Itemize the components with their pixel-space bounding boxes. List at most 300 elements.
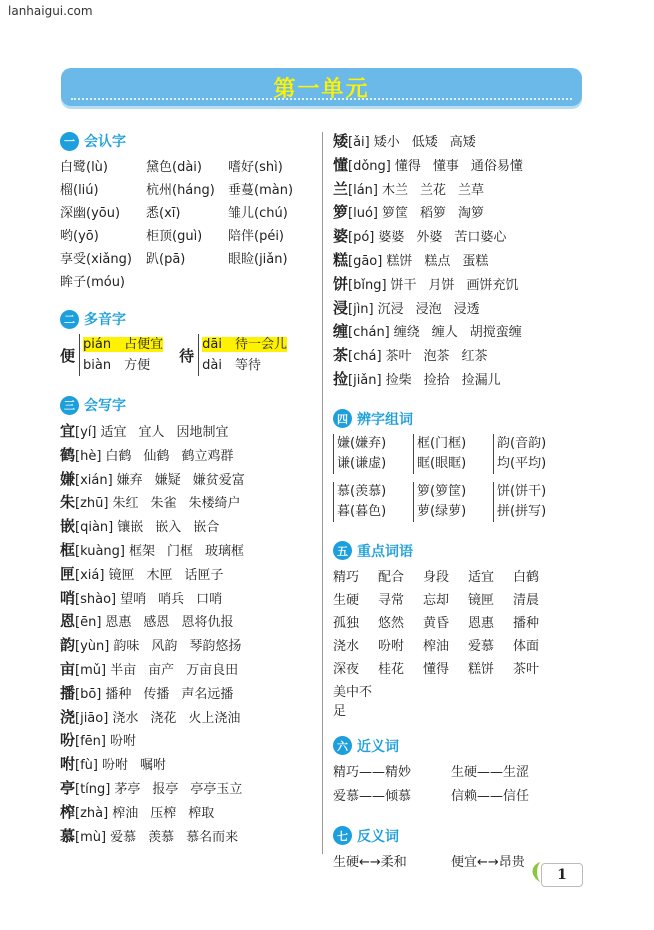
write-word: 压榨 [150,805,177,821]
distinguish-word: 萝(绿萝) [417,503,467,519]
write-entry [333,273,583,297]
write-word: 哨兵 [158,591,185,607]
write-char: 恩 [60,612,76,631]
polyphone-reading: dài 等待 [202,358,261,373]
write-word: 嵌合 [193,520,220,536]
write-char: 茶 [333,346,349,365]
write-word: 镶嵌 [117,520,144,536]
write-pinyin: [qiàn] [75,520,114,536]
distinguish-pair [413,482,493,522]
distinguish-word: 韵(音韵) [497,435,547,451]
antonym-pair: 便宜←→昂贵 [451,854,525,870]
write-entry [60,801,322,825]
write-word: 淘箩 [458,206,485,222]
write-pinyin: [mù] [75,829,107,845]
write-char: 嫌 [60,469,76,488]
keyword: 美中不足 [333,684,373,719]
write-entry [333,154,583,178]
write-entry [60,777,322,801]
write-word: 玻璃框 [205,543,245,559]
unit-title: 第一单元 [273,77,370,102]
section-header-write [60,394,322,416]
write-word: 朱红 [112,496,139,512]
synonym-pair-row [333,761,583,785]
write-word: 慕名而来 [186,829,239,845]
section-title: 近义词 [357,738,399,755]
write-word: 框架 [128,543,155,559]
keyword: 吩咐 [378,638,405,654]
keyword: 懂得 [423,661,450,677]
keyword: 浇水 [333,638,360,654]
keyword: 清晨 [513,592,540,608]
write-word: 鹤立鸡群 [181,448,234,464]
write-pinyin: [shào] [75,591,117,607]
section-number-badge: 五 [333,541,352,560]
leaf-icon [528,860,542,884]
write-word: 矮小 [373,135,400,150]
write-char: 亩 [60,659,76,678]
write-word: 稻箩 [419,206,446,222]
write-word: 琴韵悠扬 [189,639,242,655]
distinguish-word: 饼(饼干) [497,483,547,499]
keyword: 爱慕 [468,638,495,654]
write-pinyin: [chán] [348,325,390,341]
write-word: 糕点 [424,253,451,269]
write-word: 茶叶 [385,349,412,365]
write-words [112,806,226,821]
write-word: 风韵 [151,639,178,655]
distinguish-word: 框(门框) [417,435,467,451]
write-words [113,639,253,654]
write-char: 矮 [333,132,349,150]
section-title: 会写字 [84,398,126,414]
write-word: 声名远播 [181,686,234,702]
recognize-item: 眼睑(jiǎn) [228,252,288,267]
write-word: 外婆 [416,230,443,246]
section-header-polyphone [60,308,322,330]
write-word: 泡茶 [423,349,450,365]
write-char: 榨 [60,802,76,821]
write-entry [333,201,583,225]
write-entry [60,539,322,563]
write-words [110,663,250,678]
keyword: 生硬 [333,592,360,608]
keyword: 茶叶 [513,661,540,677]
write-word: 恩将仇报 [181,615,234,631]
write-pinyin: [jiāo] [75,710,109,726]
write-entry [333,249,583,273]
polyphone-list [60,334,322,376]
write-word: 胡搅蛮缠 [469,325,522,341]
column-divider [322,132,323,854]
write-entry [333,225,583,249]
write-words [382,206,496,221]
write-pinyin: [pó] [348,230,375,246]
write-word: 感恩 [143,615,170,631]
write-entry [333,178,583,202]
write-words [386,349,500,364]
keyword: 黄昏 [423,615,450,631]
write-word: 榨油 [112,805,139,821]
write-entry [60,468,322,492]
recognize-item: 悉(xī) [146,206,181,221]
write-words [120,592,234,607]
write-pinyin: [gāo] [348,253,383,269]
write-word: 糕饼 [386,253,413,269]
recognize-item: 嗜好(shì) [228,160,283,175]
write-words [378,302,492,317]
write-pinyin: [jiǎn] [348,372,382,388]
unit-banner [61,68,582,106]
write-char: 韵 [60,636,76,655]
site-watermark: lanhaigui.com [8,4,93,18]
write-pinyin: [yí] [75,425,97,440]
write-pinyin: [luó] [348,206,378,222]
write-words [105,615,245,630]
write-word: 饼干 [390,277,417,293]
write-word: 朱楼绮户 [188,496,241,512]
keyword: 恩惠 [468,615,495,631]
keyword: 适宜 [468,569,495,585]
write-char: 糕 [333,250,349,269]
write-entry [333,320,583,344]
write-pinyin: [mǔ] [75,662,107,678]
recognize-item: 享受(xiǎng) [60,252,132,267]
write-pinyin: [chá] [348,349,382,365]
keyword: 白鹤 [513,569,540,585]
polyphone-reading-highlighted: dāi 待一会儿 [202,337,287,352]
keyword: 悠然 [378,615,405,631]
keyword-list [333,566,583,719]
write-char: 咐 [60,755,76,774]
write-words [105,687,245,702]
distinguish-word: 眶(眼眶) [417,455,467,471]
write-word: 箩筐 [381,206,408,222]
write-entry [60,825,322,849]
distinguish-word: 暮(暮色) [337,503,387,519]
write-char: 饼 [333,274,349,293]
write-word: 镜匣 [108,567,135,583]
write-pinyin: [yùn] [75,639,110,655]
write-words [374,135,488,150]
write-char: 慕 [60,826,76,845]
write-list-right [333,130,583,392]
write-word: 万亩良田 [186,662,239,678]
distinguish-pair [493,482,573,522]
write-pinyin: [lán] [348,182,378,198]
write-char: 鹤 [60,445,76,464]
write-char: 婆 [333,227,349,246]
write-words [394,325,534,340]
distinguish-word: 均(平均) [497,455,547,471]
polyphone-reading: biàn 方便 [83,358,151,373]
write-char: 懂 [333,155,349,174]
polyphone-readings [79,334,163,376]
distinguish-word: 谦(谦虚) [337,455,387,471]
write-word: 捡拾 [423,372,450,388]
write-words [110,830,250,845]
left-column [60,130,322,848]
section-title: 重点词语 [357,543,413,560]
recognize-item: 黛色(dài) [146,160,202,175]
write-entry [60,658,322,682]
write-word: 传播 [143,686,170,702]
write-word: 火上浇油 [188,710,241,726]
synonym-pair: 信赖——信任 [451,788,530,804]
keyword: 忘却 [423,592,450,608]
write-char: 捡 [333,369,349,388]
write-entry [60,729,322,753]
write-word: 因地制宜 [176,425,229,440]
write-entry [60,610,322,634]
write-entry [60,420,322,444]
write-pinyin: [fù] [75,758,98,774]
write-words [117,520,231,535]
write-words [112,711,252,726]
write-entry [60,491,322,515]
write-word: 浇花 [150,710,177,726]
recognize-item: 趴(pā) [146,252,186,267]
write-char: 箩 [333,203,349,222]
keyword: 播种 [513,615,540,631]
write-word: 亭亭玉立 [190,781,243,797]
write-char: 兰 [333,179,349,198]
write-entry [60,444,322,468]
write-entry [333,368,583,392]
write-words [100,425,240,440]
write-pinyin: [xiá] [75,567,105,583]
distinguish-word: 慕(羡慕) [337,483,387,499]
write-pinyin: [tíng] [75,781,111,797]
distinguish-word: 箩(箩筐) [417,483,467,499]
write-word: 嵌入 [155,520,182,536]
write-entry [333,130,583,154]
write-word: 茅亭 [114,781,141,797]
write-word: 通俗易懂 [470,158,523,174]
write-pinyin: [hè] [75,448,102,464]
recognize-item: 深幽(yōu) [60,206,121,221]
write-list-left [60,420,322,848]
write-char: 宜 [60,422,76,440]
write-word: 红茶 [461,349,488,365]
keyword: 身段 [423,569,450,585]
write-word: 嫌疑 [154,472,181,488]
write-pinyin: [bō] [75,686,102,702]
write-word: 门框 [167,543,194,559]
polyphone-item [60,334,163,376]
write-char: 匣 [60,564,76,583]
write-word: 浸泡 [415,301,442,317]
recognize-item: 榴(liú) [60,183,99,198]
keyword: 精巧 [333,569,360,585]
synonym-pair-row [333,785,583,809]
section-header-synonyms [333,735,583,757]
write-word: 懂事 [432,158,459,174]
synonym-pair: 精巧——精妙 [333,764,412,780]
write-word: 懂得 [394,158,421,174]
write-words [378,230,518,245]
recognize-item: 垂蔓(màn) [228,183,294,198]
write-word: 望哨 [120,591,147,607]
write-word: 话匣子 [184,567,224,583]
write-word: 报亭 [152,781,179,797]
section-title: 反义词 [357,828,399,845]
write-word: 嘱咐 [140,758,167,774]
section-number-badge: 三 [60,396,79,415]
keyword: 寻常 [378,592,405,608]
write-word: 苦口婆心 [454,230,507,246]
write-word: 恩惠 [105,615,132,631]
keyword: 深夜 [333,661,360,677]
keyword: 榨油 [423,638,450,654]
keyword: 配合 [378,569,405,585]
write-char: 浸 [333,298,349,317]
write-words [391,278,531,293]
recognize-item: 雏儿(chú) [228,206,288,221]
recognize-item: 眸子(móu) [60,275,126,290]
write-pinyin: [ǎi] [348,135,370,150]
keyword: 镜匣 [468,592,495,608]
polyphone-readings [198,334,287,376]
write-char: 嵌 [60,517,76,536]
write-char: 框 [60,540,76,559]
write-char: 哨 [60,588,76,607]
recognize-item: 白鹭(lù) [60,160,108,175]
write-word: 吩咐 [109,734,136,750]
recognize-item: 哟(yō) [60,229,99,244]
write-word: 木兰 [381,182,408,198]
write-word: 仙鹤 [143,448,170,464]
distinguish-word: 嫌(嫌弃) [337,435,387,451]
synonym-pair: 生硬——生涩 [451,764,530,780]
section-number-badge: 一 [60,132,79,151]
write-char: 朱 [60,493,76,512]
write-entry [333,344,583,368]
distinguish-pair [333,482,413,522]
write-word: 口哨 [196,591,223,607]
write-pinyin: [kuàng] [75,543,125,559]
write-char: 亭 [60,778,76,797]
section-header-recognize [60,130,322,152]
write-word: 朱雀 [150,496,177,512]
write-word: 爱慕 [110,829,137,845]
write-entry [333,297,583,321]
write-pinyin: [zhū] [75,496,109,512]
write-word: 播种 [105,686,132,702]
write-word: 兰花 [420,182,447,198]
write-word: 蛋糕 [462,253,489,269]
write-word: 榨取 [188,805,215,821]
write-word: 半亩 [110,662,137,678]
write-char: 吩 [60,731,76,750]
write-words [386,373,513,388]
distinguish-pair [413,434,493,474]
write-word: 白鹤 [105,448,132,464]
write-pinyin: [xián] [75,472,113,488]
write-word: 高矮 [449,135,476,150]
write-entry [60,587,322,611]
right-column [333,130,583,891]
write-char: 浇 [60,707,76,726]
keyword: 孤独 [333,615,360,631]
write-words [102,758,178,773]
write-char: 缠 [333,322,349,341]
write-pinyin: [dǒng] [348,158,391,174]
keyword: 糕饼 [468,661,495,677]
section-number-badge: 七 [333,826,352,845]
synonym-list [333,761,583,809]
recognize-item: 柜顶(guì) [146,229,203,244]
write-word: 沉浸 [377,301,404,317]
distinguish-pair [493,434,573,474]
write-word: 婆婆 [378,230,405,246]
distinguish-list [333,434,583,530]
write-pinyin: [ēn] [75,615,102,631]
write-entry [60,753,322,777]
write-entry [60,634,322,658]
polyphone-reading-highlighted: pián 占便宜 [83,337,164,352]
write-word: 羡慕 [148,829,175,845]
section-header-antonyms [333,825,583,847]
section-title: 多音字 [84,312,126,328]
write-word: 缠人 [431,325,458,341]
section-title: 辨字组词 [357,411,413,428]
write-word: 宜人 [138,425,165,440]
recognize-list [60,156,322,290]
section-number-badge: 四 [333,409,352,428]
distinguish-word: 拼(拼写) [497,503,547,519]
write-word: 嫌弃 [116,472,143,488]
write-words [395,159,535,174]
write-entry [60,515,322,539]
write-word: 捡柴 [385,372,412,388]
polyphone-char: 便 [60,346,76,365]
write-word: 吩咐 [101,758,128,774]
write-pinyin: [fēn] [75,734,106,750]
section-number-badge: 六 [333,736,352,755]
write-words [112,496,252,511]
write-pinyin: [zhà] [75,805,109,821]
write-word: 亩产 [148,662,175,678]
write-words [386,254,500,269]
write-word: 兰草 [458,182,485,198]
write-word: 木匣 [146,567,173,583]
polyphone-char: 待 [179,346,195,365]
write-entry [60,563,322,587]
write-word: 嫌贫爱富 [192,472,245,488]
recognize-item: 陪伴(péi) [228,229,285,244]
write-word: 韵味 [113,639,140,655]
section-header-distinguish [333,408,583,430]
keyword: 体面 [513,638,540,654]
write-word: 浇水 [112,710,139,726]
write-word: 缠绕 [393,325,420,341]
section-number-badge: 二 [60,310,79,329]
write-words [114,782,254,797]
page-number: 1 [541,863,583,887]
write-pinyin: [jìn] [348,301,374,317]
write-word: 浸透 [453,301,480,317]
write-words [108,568,235,583]
section-header-keywords [333,540,583,562]
write-char: 播 [60,683,76,702]
write-word: 月饼 [428,277,455,293]
distinguish-pair [333,434,413,474]
write-word: 画饼充饥 [466,277,519,293]
write-word: 适宜 [100,425,127,440]
write-words [110,734,148,749]
synonym-pair: 爱慕——倾慕 [333,788,412,804]
